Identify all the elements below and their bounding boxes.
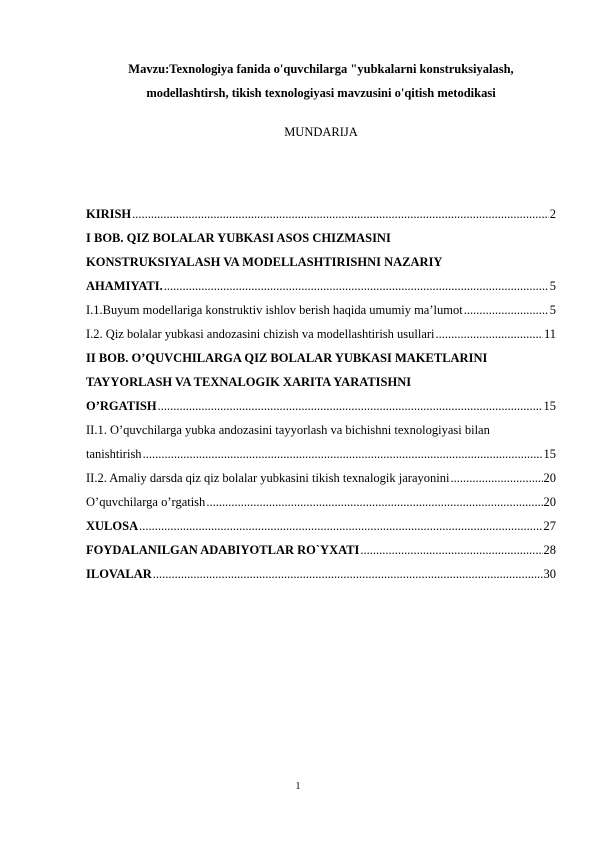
toc-entry-page: 30	[543, 567, 556, 581]
toc-entry-line	[86, 202, 556, 226]
dot-leader	[206, 490, 542, 514]
dot-leader	[132, 202, 549, 226]
dot-leader	[139, 514, 542, 538]
dot-leader	[143, 442, 543, 466]
toc-entry-page: 20	[543, 471, 556, 485]
toc-entry-line	[86, 394, 556, 418]
toc-entry[interactable]	[86, 466, 556, 490]
toc-entry-line	[86, 490, 556, 514]
contents-heading: MUNDARIJA	[284, 125, 358, 139]
dot-leader	[436, 322, 543, 346]
toc-entry[interactable]	[86, 322, 556, 346]
toc-entry-page: 5	[549, 303, 556, 317]
toc-entry-title: XULOSA	[86, 519, 139, 533]
toc-entry-line	[86, 298, 556, 322]
toc-entry-title: I.2. Qiz bolalar yubkasi andozasini chizish va modellashtirish usullari	[86, 327, 435, 341]
dot-leader	[158, 394, 543, 418]
toc-entry-title: AHAMIYATI.	[86, 279, 163, 293]
toc-entry-page: 5	[549, 279, 556, 293]
toc-entry-page: 27	[543, 519, 556, 533]
dot-leader	[464, 298, 549, 322]
toc-entry-page: 2	[549, 207, 556, 221]
toc-entry-heading-line: II.1. O’quvchilarga yubka andozasini tayyorlash va bichishni texnologiyasi bilan	[86, 423, 490, 437]
toc-entry[interactable]	[86, 490, 556, 514]
toc-entry[interactable]	[86, 562, 556, 586]
toc-entry-line	[86, 562, 556, 586]
toc-entry-title: I.1.Buyum modellariga konstruktiv ishlov berish haqida umumiy ma’lumot	[86, 303, 463, 317]
dot-leader	[450, 466, 542, 490]
toc-entry[interactable]	[86, 202, 556, 226]
toc-entry-heading-line: TAYYORLASH VA TEXNALOGIK XARITA YARATISHNI	[86, 375, 412, 389]
toc-entry-line	[86, 442, 556, 466]
toc-entry-page: 15	[543, 447, 556, 461]
toc-entry[interactable]	[86, 226, 556, 298]
toc-entry-line	[86, 274, 556, 298]
toc-entry-title: II.2. Amaliy darsda qiz qiz bolalar yubkasini tikish texnalogik jarayonini	[86, 471, 450, 485]
dot-leader	[360, 538, 542, 562]
toc-entry[interactable]	[86, 514, 556, 538]
document-title	[86, 57, 556, 105]
toc-entry-line	[86, 322, 556, 346]
toc-entry-heading-line: I BOB. QIZ BOLALAR YUBKASI ASOS CHIZMASINI	[86, 231, 391, 245]
table-of-contents	[86, 202, 556, 586]
toc-entry[interactable]	[86, 418, 556, 466]
toc-entry-page: 28	[543, 543, 556, 557]
toc-entry-title: O’RGATISH	[86, 399, 157, 413]
page-number: 1	[295, 781, 301, 792]
toc-entry-title: ILOVALAR	[86, 567, 152, 581]
toc-entry[interactable]	[86, 538, 556, 562]
toc-entry-title: KIRISH	[86, 207, 132, 221]
toc-entry-title: tanishtirish	[86, 447, 142, 461]
toc-entry-page: 20	[543, 495, 556, 509]
toc-entry-line	[86, 466, 556, 490]
toc-entry-page: 11	[543, 327, 556, 341]
toc-entry-line	[86, 538, 556, 562]
toc-entry-title: FOYDALANILGAN ADABIYOTLAR RO`YXATI	[86, 543, 360, 557]
toc-entry-title: O’quvchilarga o’rgatish	[86, 495, 206, 509]
title-line-1: Mavzu:Texnologiya fanida o'quvchilarga "yubkalarni konstruksiyalash,	[128, 62, 514, 76]
toc-entry-page: 15	[543, 399, 556, 413]
dot-leader	[164, 274, 549, 298]
toc-entry[interactable]	[86, 298, 556, 322]
dot-leader	[153, 562, 543, 586]
toc-entry-heading-line: II BOB. O’QUVCHILARGA QIZ BOLALAR YUBKASI MAKETLARINI	[86, 351, 488, 365]
toc-entry-line	[86, 514, 556, 538]
toc-entry-heading-line: KONSTRUKSIYALASH VA MODELLASHTIRISHNI NAZARIY	[86, 255, 443, 269]
title-line-2: modellashtirsh, tikish texnologiyasi mavzusini o'qitish metodikasi	[146, 86, 496, 100]
toc-entry[interactable]	[86, 346, 556, 418]
